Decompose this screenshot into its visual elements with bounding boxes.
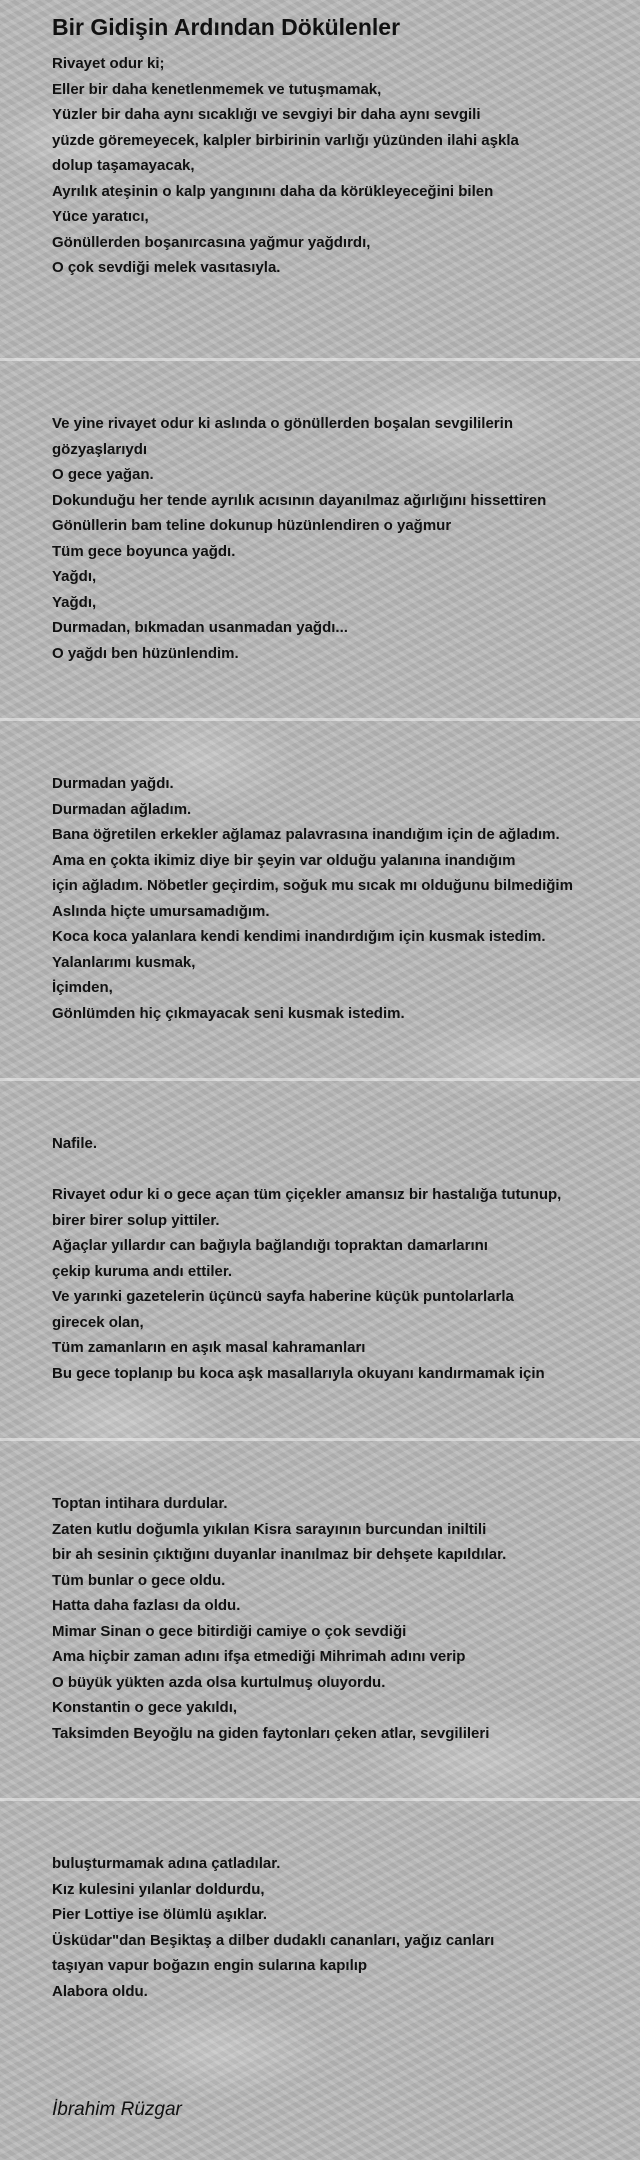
poem-line: Aslında hiçte umursamadığım. (52, 902, 270, 920)
poem-line: Bana öğretilen erkekler ağlamaz palavrasına inandığım için de ağladım. (52, 826, 560, 843)
poem-line: Gönüllerden boşanırcasına yağmur yağdırdı, (52, 233, 371, 251)
poem-line: taşıyan vapur boğazın engin sularına kapılıp (52, 1957, 368, 1974)
section-divider (0, 1798, 640, 1801)
stanza-6 (52, 1851, 632, 2004)
poem-line: birer birer solup yittiler. (52, 1211, 220, 1229)
poem-line: Yüce yaratıcı, (52, 208, 149, 225)
poem-line: Durmadan yağdı. (52, 775, 174, 792)
section-divider (0, 1438, 640, 1441)
poem-line: Konstantin o gece yakıldı, (52, 1699, 238, 1716)
poem-line: Ve yine rivayet odur ki aslında o gönüllerden boşalan sevgililerin (52, 415, 513, 432)
poem-line: Gönüllerin bam teline dokunup hüzünlendiren o yağmur (52, 517, 452, 534)
stanza-4 (52, 1131, 632, 1386)
poem-line: Yalanlarımı kusmak, (52, 953, 196, 971)
stanza-2 (52, 411, 632, 666)
poem-line: Zaten kutlu doğumla yıkılan Kisra sarayının burcundan iniltili (52, 1520, 487, 1538)
poem-line: İçimden, (52, 979, 113, 996)
poem-line: Ama en çokta ikimiz diye bir şeyin var olduğu yalanına inandığım (52, 851, 516, 869)
poem-line: Eller bir daha kenetlenmemek ve tutuşmamak, (52, 80, 382, 98)
section-divider (0, 718, 640, 721)
poem-line: Durmadan ağladım. (52, 800, 192, 818)
poem-line: Yüzler bir daha aynı sıcaklığı ve sevgiyi bir daha aynı sevgili (52, 106, 481, 123)
poem-line: yüzde göremeyecek, kalpler birbirinin varlığı yüzünden ilahi aşkla (52, 131, 519, 149)
poem-line: Koca koca yalanlara kendi kendimi inandırdığım için kusmak istedim. (52, 928, 546, 945)
poem-line (52, 1157, 632, 1183)
poem-line: Yağdı, (52, 593, 97, 611)
poem-line: gözyaşlarıydı (52, 440, 148, 458)
poem-line: Ve yarınki gazetelerin üçüncü sayfa haberine küçük puntolarlarla (52, 1288, 514, 1305)
section-divider (0, 1078, 640, 1081)
poem-line: Rivayet odur ki; (52, 55, 165, 72)
poem-line: Gönlümden hiç çıkmayacak seni kusmak istedim. (52, 1004, 405, 1022)
poem-line: çekip kuruma andı ettiler. (52, 1262, 233, 1280)
poem-line: O büyük yükten azda olsa kurtulmuş oluyordu. (52, 1673, 386, 1691)
poem-line: Kız kulesini yılanlar doldurdu, (52, 1880, 265, 1898)
poem-line: Üsküdar"dan Beşiktaş a dilber dudaklı cananları, yağız canları (52, 1931, 495, 1949)
poem-line: Bu gece toplanıp bu koca aşk masallarıyla okuyanı kandırmamak için (52, 1364, 545, 1382)
poem-line: Nafile. (52, 1135, 98, 1152)
poem-line: Tüm zamanların en aşık masal kahramanları (52, 1339, 366, 1356)
poem-line: Hatta daha fazlası da oldu. (52, 1597, 241, 1614)
poem-line: girecek olan, (52, 1313, 144, 1331)
poem-line: için ağladım. Nöbetler geçirdim, soğuk mu sıcak mı olduğunu bilmediğim (52, 877, 573, 894)
poem-line: Alabora oldu. (52, 1982, 148, 2000)
poem-line: Tüm bunlar o gece oldu. (52, 1571, 226, 1589)
poem-line: Dokunduğu her tende ayrılık acısının dayanılmaz ağırlığını hissettiren (52, 491, 547, 509)
poem-line: O gece yağan. (52, 466, 154, 483)
poem-line: Ayrılık ateşinin o kalp yangınını daha da körükleyeceğini bilen (52, 182, 494, 200)
poem-line: Ama hiçbir zaman adını ifşa etmediği Mihrimah adını verip (52, 1648, 466, 1665)
poem-line: O yağdı ben hüzünlendim. (52, 644, 239, 662)
poem-line: Mimar Sinan o gece bitirdiği camiye o çok sevdiği (52, 1622, 407, 1640)
poem-line: Toptan intihara durdular. (52, 1495, 228, 1512)
poem-line: Taksimden Beyoğlu na giden faytonları çeken atlar, sevgilileri (52, 1724, 490, 1742)
author-signature: İbrahim Rüzgar (52, 2099, 182, 2120)
poem-line: dolup taşamayacak, (52, 157, 195, 174)
stanza-5 (52, 1491, 632, 1746)
poem-title: Bir Gidişin Ardından Dökülenler (52, 14, 401, 40)
poem-line: O çok sevdiği melek vasıtasıyla. (52, 259, 281, 276)
poem-line: buluşturmamak adına çatladılar. (52, 1855, 281, 1872)
stanza-3 (52, 771, 632, 1026)
poem-line: Durmadan, bıkmadan usanmadan yağdı... (52, 619, 348, 636)
poem-line: bir ah sesinin çıktığını duyanlar inanılmaz bir dehşete kapıldılar. (52, 1546, 507, 1563)
poem-line: Yağdı, (52, 568, 97, 585)
poem-line: Tüm gece boyunca yağdı. (52, 542, 236, 560)
poem-line: Ağaçlar yıllardır can bağıyla bağlandığı topraktan damarlarını (52, 1237, 488, 1254)
stanza-1 (52, 51, 632, 281)
poem-line: Rivayet odur ki o gece açan tüm çiçekler amansız bir hastalığa tutunup, (52, 1186, 562, 1203)
poem-line: Pier Lottiye ise ölümlü aşıklar. (52, 1906, 268, 1923)
section-divider (0, 358, 640, 361)
